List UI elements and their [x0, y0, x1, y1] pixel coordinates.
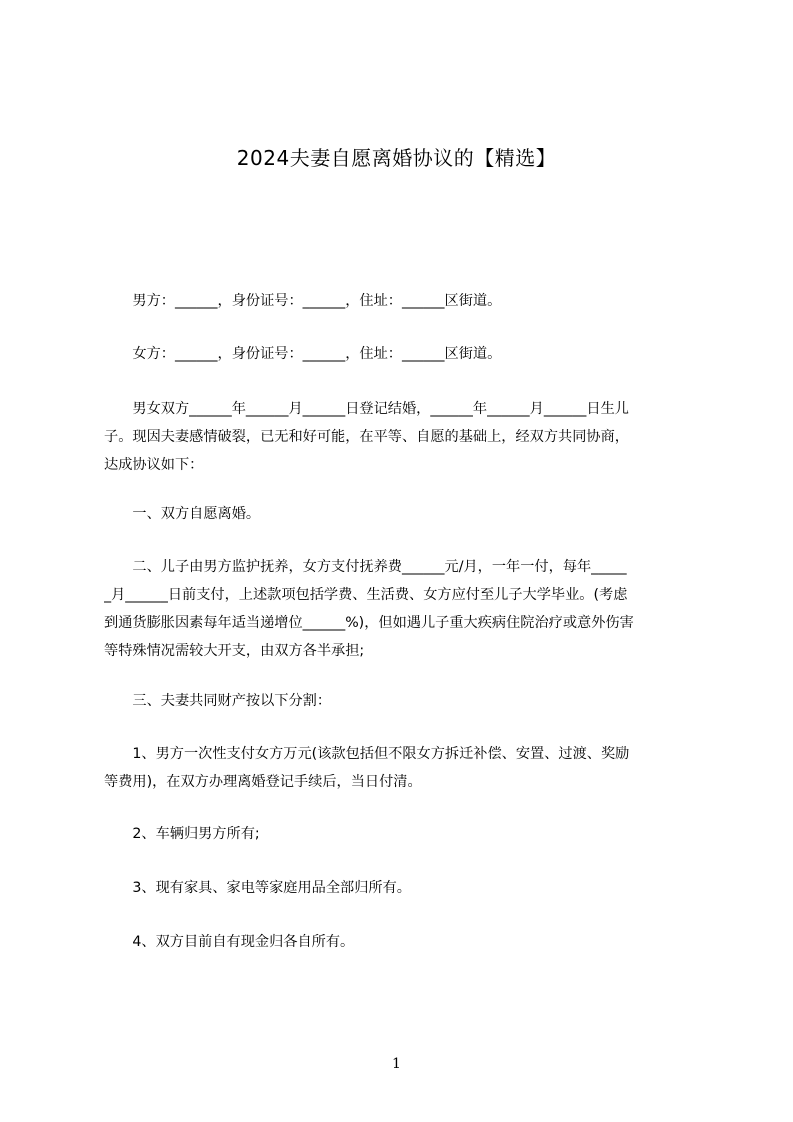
property-item-2: [104, 820, 700, 848]
text-line: 二、儿子由男方监护抚养，女方支付抚养费______元/月，一年一付，每年_____: [104, 559, 627, 575]
property-item-4: [104, 928, 700, 956]
clause-one: [104, 500, 700, 528]
text-line: 达成协议如下：: [104, 457, 204, 473]
paragraph-female-party: [104, 340, 700, 368]
text-line: 女方：______，身份证号：______，住址：______区街道。: [104, 346, 502, 362]
text-line: 三、夫妻共同财产按以下分割：: [104, 693, 332, 709]
document-title: 2024夫妻自愿离婚协议的【精选】: [236, 146, 557, 170]
text-line: 1、男方一次性支付女方万元(该款包括但不限女方拆迁补偿、安置、过渡、奖励: [104, 746, 630, 762]
text-line: 一、双方自愿离婚。: [104, 506, 261, 522]
text-line: 等费用)，在双方办理离婚登记手续后，当日付清。: [104, 774, 422, 790]
text-line: 2、车辆归男方所有;: [104, 826, 260, 842]
text-line: 子。现因夫妻感情破裂，已无和好可能，在平等、自愿的基础上，经双方共同协商，: [104, 429, 629, 445]
text-line: 到通货膨胀因素每年适当递增位______%)，但如遇儿子重大疾病住院治疗或意外伤害: [104, 615, 634, 631]
paragraph-marriage-info: [104, 395, 700, 479]
text-line: 男女双方______年______月______日登记结婚，______年______月______日生儿: [104, 401, 629, 417]
page-number: 1: [392, 1056, 401, 1072]
clause-two-custody: [104, 553, 700, 665]
text-line: 男方：______，身份证号：______，住址：______区街道。: [104, 293, 502, 309]
text-line: 4、双方目前自有现金归各自所有。: [104, 934, 355, 950]
paragraph-male-party: [104, 287, 700, 315]
property-item-3: [104, 874, 700, 902]
text-line: 等特殊情况需较大开支，由双方各半承担;: [104, 643, 365, 659]
text-line: _月______日前支付，上述款项包括学费、生活费、女方应付至儿子大学毕业。(考虑: [104, 587, 628, 603]
clause-three-property: [104, 687, 700, 715]
text-line: 3、现有家具、家电等家庭用品全部归所有。: [104, 880, 411, 896]
property-item-1: [104, 740, 700, 796]
